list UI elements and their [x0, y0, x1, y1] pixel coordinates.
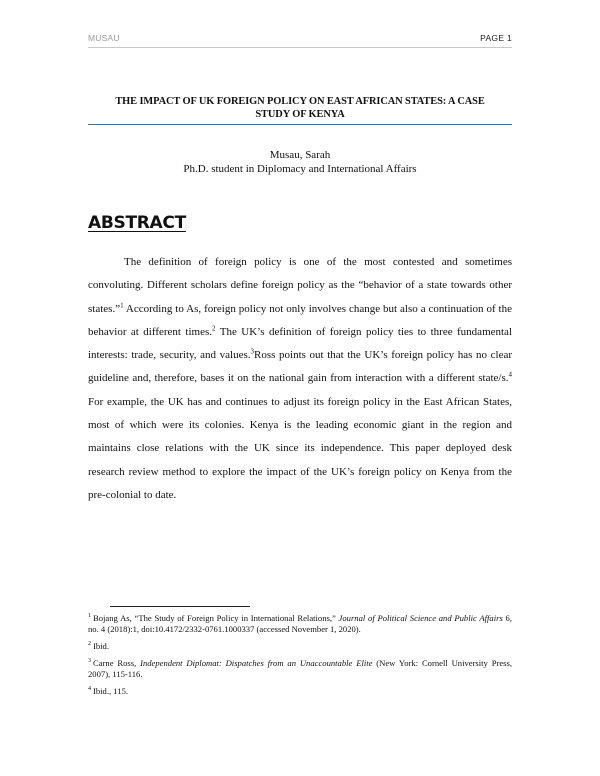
abstract-text: Ross points out that the UK’s foreign policy has no clear guideline and, therefore, bases it on the national gain from interaction with a different state/s. — [88, 349, 512, 385]
abstract-text: According to As, foreign policy not only involves change but also a continuation of the behavior at different times. — [88, 302, 512, 338]
footnote-text: 6, no. 4 (2018):1, doi:10.4172/2332-0761.1000337 (accessed November 1, 2020). — [88, 613, 512, 634]
footnotes — [88, 613, 512, 703]
footnote-text: Bojang As, “The Study of Foreign Policy in International Relations,” — [93, 613, 339, 623]
footnote — [88, 658, 512, 680]
footnote-source-title: Journal of Political Science and Public Affairs — [338, 613, 503, 623]
author-name: Musau, Sarah — [269, 149, 331, 161]
footnote-number: 2 — [88, 641, 91, 648]
footnote-number: 4 — [88, 686, 91, 693]
page-header — [88, 33, 512, 47]
footnote-number: 3 — [88, 658, 91, 665]
footnote-text: Ibid., 115. — [93, 686, 129, 696]
footnote-source-title: Independent Diplomat: Dispatches from an Unaccountable Elite — [140, 658, 373, 668]
footnote-ref[interactable]: 4 — [508, 370, 512, 379]
footnote-text: (New York: Cornell University Press, 2007), 115-116. — [88, 658, 512, 679]
header-divider — [88, 47, 512, 48]
running-head: MUSAU — [88, 33, 120, 43]
footnote-text: Ibid. — [93, 641, 109, 651]
title-line-2: STUDY OF KENYA — [255, 109, 345, 120]
footnote-ref[interactable]: 1 — [120, 300, 124, 309]
abstract-text: For example, the UK has and continues to adjust its foreign policy in the East African States, most of which were its colonies. Kenya is the leading economic giant in the region and maintains close relations with the UK since its independence. This paper deployed desk research review method to explore the impact of the UK’s foreign policy on Kenya from the pre-colonial to date. — [88, 395, 512, 501]
page-number: PAGE 1 — [480, 33, 512, 43]
footnote-text: Carne Ross, — [93, 658, 141, 668]
footnote — [88, 686, 512, 697]
author-block — [88, 148, 512, 176]
abstract-heading: ABSTRACT — [88, 213, 186, 233]
title-line-1: THE IMPACT OF UK FOREIGN POLICY ON EAST AFRICAN STATES: A CASE — [115, 96, 485, 107]
abstract-text: The UK’s definition of foreign policy ties to three fundamental interests: trade, security, and values. — [88, 325, 513, 362]
footnote-separator — [110, 606, 250, 607]
footnote-ref[interactable]: 2 — [212, 324, 216, 333]
footnote-ref[interactable]: 3 — [250, 347, 255, 356]
title-divider — [88, 124, 512, 125]
footnote — [88, 613, 512, 635]
footnote-number: 1 — [88, 613, 91, 620]
abstract-text: The definition of foreign policy is one of the most contested and sometimes convoluting. Different scholars define foreign policy as the “behavior of a state towards other states.” — [88, 256, 512, 315]
paper-title — [88, 95, 512, 121]
footnote — [88, 641, 512, 652]
author-affiliation: Ph.D. student in Diplomacy and International Affairs — [183, 163, 417, 175]
abstract-paragraph — [88, 251, 512, 507]
